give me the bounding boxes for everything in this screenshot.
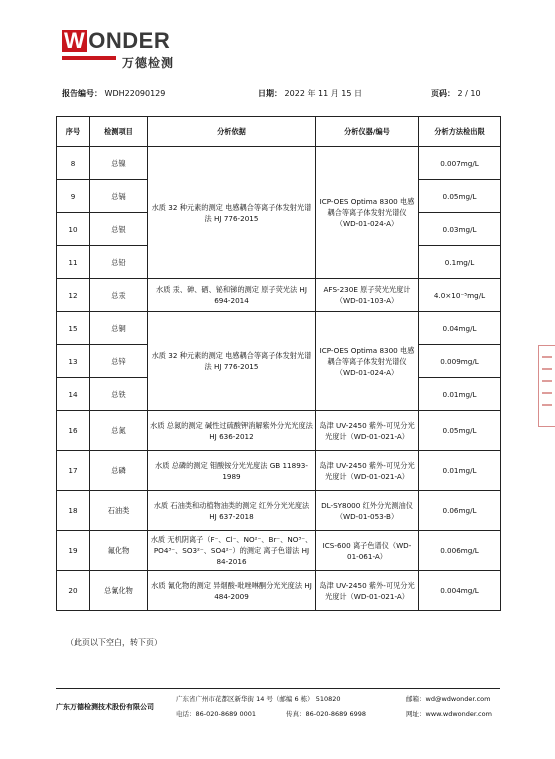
table-row: 13 总锌 0.009mg/L — [57, 345, 501, 378]
logo-subtitle: 万德检测 — [122, 56, 175, 70]
table-row: 15 总铜 水质 32 种元素的测定 电感耦合等离子体发射光谱法 HJ 776-2015 ICP-OES Optima 8300 电感耦合等离子体发射光谱仪（WD-01-024-A） 0.04mg/L — [57, 312, 501, 345]
group1-basis: 水质 32 种元素的测定 电感耦合等离子体发射光谱法 HJ 776-2015 — [148, 147, 316, 279]
footer-email: 邮箱：wd@wdwonder.com — [406, 695, 491, 703]
table-row: 14 总铁 0.01mg/L — [57, 378, 501, 411]
footer-fax: 传真：86-020-8689 6998 — [286, 710, 367, 718]
col-header-no: 序号 — [57, 117, 90, 147]
group2-basis: 水质 32 种元素的测定 电感耦合等离子体发射光谱法 HJ 776-2015 — [148, 312, 316, 411]
footer-company: 广东万德检测技术股份有限公司 — [56, 703, 154, 711]
logo-wordmark: W ONDER — [64, 28, 171, 53]
table-row: 10 总银 0.03mg/L — [57, 213, 501, 246]
logo-accent-bar — [62, 56, 116, 60]
table-row: 16 总氮 水质 总氮的测定 碱性过硫酸钾消解紫外分光光度法 HJ 636-2012 岛津 UV-2450 紫外-可见分光光度计（WD-01-021-A） 0.05mg/L — [57, 411, 501, 451]
table-row: 9 总镉 0.05mg/L — [57, 180, 501, 213]
footer-phone: 电话：86-020-8689 0001 — [176, 710, 257, 718]
table-header-row — [57, 117, 501, 147]
table-row: 8 总镍 水质 32 种元素的测定 电感耦合等离子体发射光谱法 HJ 776-2015 ICP-OES Optima 8300 电感耦合等离子体发射光谱仪（WD-01-024-A） 0.007mg/L — [57, 147, 501, 180]
page-number: 页码： 2 / 10 — [431, 89, 481, 98]
group1-instrument: ICP-OES Optima 8300 电感耦合等离子体发射光谱仪（WD-01-024-A） — [316, 147, 419, 279]
table-row: 17 总磷 水质 总磷的测定 钼酸铵分光光度法 GB 11893-1989 岛津 UV-2450 紫外-可见分光光度计（WD-01-021-A） 0.01mg/L — [57, 451, 501, 491]
seal-stamp-fragment — [538, 345, 555, 427]
table-row: 20 总氰化物 水质 氰化物的测定 异烟酸-吡唑啉酮分光光度法 HJ 484-2009 岛津 UV-2450 紫外-可见分光光度计（WD-01-021-A） 0.004mg/L — [57, 571, 501, 611]
table-row: 11 总铅 0.1mg/L — [57, 246, 501, 279]
footer-address: 广东省广州市花都区新华街 14 号（邮编 6 栋） 510820 — [176, 695, 341, 703]
table-row: 12 总汞 水质 汞、砷、硒、铋和锑的测定 原子荧光法 HJ 694-2014 AFS-230E 原子荧光光度计（WD-01-103-A） 4.0×10⁻⁵mg/L — [57, 279, 501, 312]
footer-website: 网址：www.wdwonder.com — [406, 710, 492, 718]
report-date: 日期： 2022 年 11 月 15 日 — [258, 89, 362, 98]
col-header-item: 检测项目 — [90, 117, 148, 147]
col-header-basis: 分析依据 — [148, 117, 316, 147]
company-logo — [62, 28, 175, 70]
report-number: 报告编号： WDH22090129 — [62, 89, 166, 98]
col-header-instrument: 分析仪器/编号 — [316, 117, 419, 147]
footer-divider — [56, 688, 500, 689]
table-row: 19 氟化物 水质 无机阴离子（F⁻、Cl⁻、NO²⁻、Br⁻、NO³⁻、PO4³⁻、SO3²⁻、SO4²⁻）的测定 离子色谱法 HJ 84-2016 ICS-600 离子色谱仪（WD-01-061-A） 0.006mg/L — [57, 531, 501, 571]
table-row: 18 石油类 水质 石油类和动植物油类的测定 红外分光光度法 HJ 637-2018 DL-SY8000 红外分光测油仪（WD-01-053-B） 0.06mg/L — [57, 491, 501, 531]
results-table — [56, 116, 501, 611]
group2-instrument: ICP-OES Optima 8300 电感耦合等离子体发射光谱仪（WD-01-024-A） — [316, 312, 419, 411]
col-header-limit: 分析方法检出限 — [419, 117, 501, 147]
end-of-page-note: （此页以下空白，转下页） — [66, 638, 162, 647]
